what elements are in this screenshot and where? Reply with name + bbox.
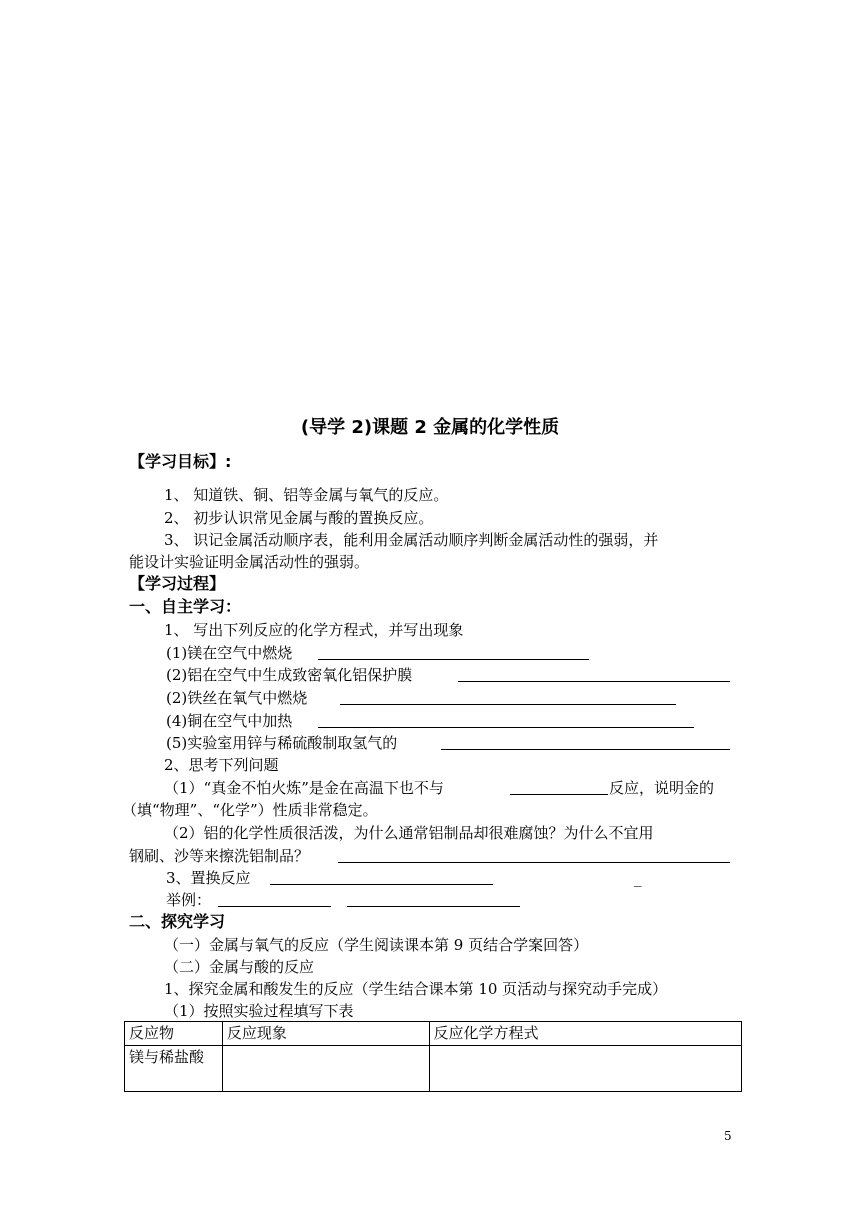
question-2a-text: （填“物理”、“化学”）性质非常稳定。 bbox=[122, 801, 378, 819]
reaction-item: (5)实验室用锌与稀硫酸制取氢气的 bbox=[166, 734, 398, 752]
question-3: 3、置换反应 bbox=[166, 869, 251, 887]
answer-blank[interactable] bbox=[347, 906, 520, 907]
table-cell-equation[interactable] bbox=[429, 1046, 741, 1092]
section2-paragraph: 1、探究金属和酸发生的反应（学生结合课本第 10 页活动与探究动手完成） bbox=[164, 980, 668, 998]
table-header: 反应现象 bbox=[222, 1022, 429, 1046]
page-title: (导学 2)课题 2 金属的化学性质 bbox=[300, 417, 560, 438]
reaction-item: (2)铝在空气中生成致密氧化铝保护膜 bbox=[166, 666, 413, 684]
table-header: 反应物 bbox=[125, 1022, 223, 1046]
objective-item: 1、 知道铁、铜、铝等金属与氧气的反应。 bbox=[164, 486, 449, 504]
question-2b-text: （2）铝的化学性质很活泼，为什么通常铝制品却很难腐蚀？为什么不宜用 bbox=[164, 824, 654, 842]
answer-blank[interactable] bbox=[510, 794, 608, 795]
question-3-tail: _ bbox=[634, 869, 642, 887]
reaction-table bbox=[124, 1021, 742, 1092]
question-2: 2、思考下列问题 bbox=[164, 756, 279, 774]
objective-item: 2、 初步认识常见金属与酸的置换反应。 bbox=[164, 509, 434, 527]
reaction-item: (2)铁丝在氧气中燃烧 bbox=[166, 689, 308, 707]
example-label: 举例： bbox=[166, 891, 212, 909]
table-cell-reactant: 镁与稀盐酸 bbox=[125, 1046, 223, 1092]
answer-blank[interactable] bbox=[218, 906, 331, 907]
reaction-item: (4)铜在空气中加热 bbox=[166, 712, 293, 730]
answer-blank[interactable] bbox=[318, 727, 694, 728]
question-1: 1、 写出下列反应的化学方程式，并写出现象 bbox=[164, 621, 464, 639]
question-2b-text: 钢刷、沙等来擦洗铝制品？ bbox=[129, 847, 310, 865]
table-cell-phenomenon[interactable] bbox=[222, 1046, 429, 1092]
section2-paragraph: （一）金属与氧气的反应（学生阅读课本第 9 页结合学案回答） bbox=[164, 936, 589, 954]
question-2a-text: 反应，说明金的 bbox=[609, 779, 715, 797]
page-number: 5 bbox=[724, 1129, 732, 1143]
answer-blank[interactable] bbox=[441, 749, 730, 750]
answer-blank[interactable] bbox=[338, 862, 730, 863]
process-heading: 【学习过程】 bbox=[129, 574, 226, 593]
answer-blank[interactable] bbox=[340, 704, 676, 705]
objectives-heading: 【学习目标】: bbox=[129, 452, 232, 471]
table-header: 反应化学方程式 bbox=[429, 1022, 741, 1046]
table-row bbox=[125, 1046, 742, 1092]
section2-paragraph: （1）按照实验过程填写下表 bbox=[164, 1002, 354, 1020]
answer-blank[interactable] bbox=[318, 659, 589, 660]
table-header-row bbox=[125, 1022, 742, 1046]
section1-heading: 一、自主学习： bbox=[129, 597, 242, 616]
section2-paragraph: （二）金属与酸的反应 bbox=[164, 958, 315, 976]
objective-item: 能设计实验证明金属活动性的强弱。 bbox=[129, 553, 370, 571]
answer-blank[interactable] bbox=[458, 681, 730, 682]
answer-blank[interactable] bbox=[270, 884, 493, 885]
question-2a-text: （1）“真金不怕火炼”是金在高温下也不与 bbox=[164, 779, 444, 797]
reaction-item: (1)镁在空气中燃烧 bbox=[166, 644, 293, 662]
objective-item: 3、 识记金属活动顺序表，能利用金属活动顺序判断金属活动性的强弱，并 bbox=[164, 531, 659, 549]
section2-heading: 二、探究学习 bbox=[129, 912, 226, 931]
